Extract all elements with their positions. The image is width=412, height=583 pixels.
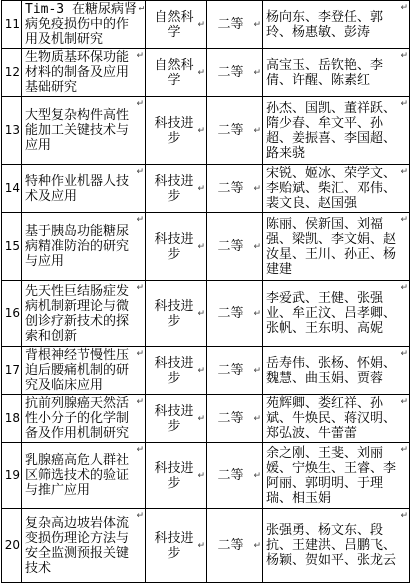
- project-name-cell: [22, 1, 146, 49]
- paragraph-mark-icon: ↵: [400, 397, 408, 407]
- paragraph-mark-icon: ↵: [253, 183, 261, 194]
- paragraph-mark-icon: ↵: [136, 215, 144, 225]
- winner-names: 陈丽、侯新国、刘福强、梁凯、李文娟、赵汝星、王川、孙正、杨建建: [266, 216, 397, 277]
- paragraph-mark-icon: ↵: [136, 283, 144, 293]
- paragraph-mark-icon: ↵: [400, 349, 408, 359]
- award-level: 二等: [217, 538, 244, 553]
- awards-table-body: [2, 1, 410, 583]
- winner-names: 岳寿伟、张杨、怀娟、魏慧、曲玉娟、贾蓉: [266, 355, 397, 386]
- table-row: [2, 49, 410, 97]
- project-name: 背根神经节慢性压迫后腰痛机制的研究及临床应用: [25, 348, 130, 393]
- project-name-cell: [22, 49, 146, 97]
- paragraph-mark-icon: ↵: [197, 19, 205, 30]
- row-number: 16: [4, 306, 20, 320]
- project-name-cell: [22, 395, 146, 443]
- row-number-cell: [2, 165, 22, 213]
- project-name: 大型复杂构件高性能加工关键技术与应用: [25, 108, 130, 153]
- project-name-cell: [22, 97, 146, 165]
- project-name: 特种作业机器人技术及应用: [25, 173, 130, 204]
- paragraph-mark-icon: ↵: [197, 125, 205, 136]
- table-row: [2, 395, 410, 443]
- paragraph-mark-icon: ↵: [400, 445, 408, 455]
- award-category: 科技进步: [154, 173, 194, 204]
- paragraph-mark-icon: ↵: [400, 283, 408, 293]
- paragraph-mark-icon: ↵: [400, 3, 408, 13]
- award-category: 科技进步: [154, 298, 194, 329]
- winner-names: 孙杰、国凯、董祥跃、隋少春、牟文平、孙超、姜振喜、李国超、路来骁: [266, 100, 397, 161]
- award-category-cell: [146, 509, 207, 583]
- row-number: 14: [4, 181, 20, 195]
- winner-names-cell: [263, 281, 410, 347]
- paragraph-mark-icon: ↵: [253, 540, 261, 551]
- row-number-cell: [2, 443, 22, 509]
- winner-names-cell: [263, 49, 410, 97]
- paragraph-mark-icon: ↵: [197, 470, 205, 481]
- row-number: 15: [4, 239, 20, 253]
- paragraph-mark-icon: ↵: [138, 3, 144, 13]
- row-number: 19: [4, 468, 20, 482]
- project-name: 乳腺癌高危人群社区筛选技术的验证与推广应用: [25, 453, 130, 498]
- award-level-cell: [207, 443, 263, 509]
- awards-table: [1, 0, 410, 583]
- project-name: Tim-3 在糖尿病肾病免疫损伤中的作用及机制研究: [25, 2, 137, 47]
- paragraph-mark-icon: ↵: [197, 365, 205, 376]
- table-row: [2, 165, 410, 213]
- award-category: 自然科学: [154, 57, 194, 88]
- project-name: 复杂高边坡岩体流变损伤理论方法与安全监测预报关键技术: [25, 515, 130, 576]
- paragraph-mark-icon: ↵: [197, 183, 205, 194]
- table-row: [2, 213, 410, 281]
- award-level-cell: [207, 165, 263, 213]
- paragraph-mark-icon: ↵: [197, 540, 205, 551]
- row-number: 11: [4, 17, 20, 31]
- winner-names: 苑辉卿、娄红祥、孙斌、牛焕民、蒋汉明、郑弘波、牛蕾蕾: [266, 396, 397, 441]
- winner-names-cell: [263, 165, 410, 213]
- paragraph-mark-icon: ↵: [253, 413, 261, 424]
- project-name-cell: [22, 165, 146, 213]
- paragraph-mark-icon: ↵: [136, 445, 144, 455]
- award-category-cell: [146, 443, 207, 509]
- project-name: 基于胰岛功能糖尿病精准防治的研究与应用: [25, 224, 130, 269]
- row-number-cell: [2, 347, 22, 395]
- paragraph-mark-icon: ↵: [136, 51, 144, 61]
- award-category-cell: [146, 97, 207, 165]
- project-name: 先天性巨结肠症发病机制新理论与微创诊疗新技术的探索和创新: [25, 283, 130, 344]
- row-number: 12: [4, 65, 20, 79]
- award-category-cell: [146, 165, 207, 213]
- row-number: 17: [4, 363, 20, 377]
- award-level: 二等: [217, 123, 244, 138]
- award-category-cell: [146, 395, 207, 443]
- paragraph-mark-icon: ↵: [400, 99, 408, 109]
- winner-names-cell: [263, 213, 410, 281]
- award-level-cell: [207, 281, 263, 347]
- paragraph-mark-icon: ↵: [253, 241, 261, 252]
- paragraph-mark-icon: ↵: [253, 67, 261, 78]
- winner-names: 高宝玉、岳钦艳、李倩、许醒、陈素红: [266, 57, 384, 88]
- project-name-cell: [22, 213, 146, 281]
- project-name-cell: [22, 347, 146, 395]
- row-number-cell: [2, 213, 22, 281]
- award-category-cell: [146, 49, 207, 97]
- paragraph-mark-icon: ↵: [253, 470, 261, 481]
- award-category-cell: [146, 1, 207, 49]
- table-row: [2, 1, 410, 49]
- winner-names: 宋锐、姬冰、荣学文、李贻斌、柴汇、邓伟、裴文良、赵国强: [266, 166, 397, 211]
- paragraph-mark-icon: ↵: [136, 511, 144, 521]
- paragraph-mark-icon: ↵: [400, 51, 408, 61]
- paragraph-mark-icon: ↵: [400, 167, 408, 177]
- award-level: 二等: [217, 411, 244, 426]
- award-level: 二等: [217, 363, 244, 378]
- winner-names: 杨向东、李登任、郭玲、杨惠敏、彭涛: [266, 9, 384, 40]
- award-category: 科技进步: [154, 530, 194, 561]
- row-number-cell: [2, 1, 22, 49]
- award-category: 科技进步: [154, 403, 194, 434]
- table-row: [2, 443, 410, 509]
- paragraph-mark-icon: ↵: [197, 308, 205, 319]
- award-category: 科技进步: [154, 231, 194, 262]
- project-name-cell: [22, 281, 146, 347]
- winner-names-cell: [263, 1, 410, 49]
- paragraph-mark-icon: ↵: [197, 413, 205, 424]
- project-name-cell: [22, 509, 146, 583]
- winner-names: 余之刚、王斐、刘丽媛、宁焕生、王睿、李阿丽、郭明明、于理瑞、相玉娟: [266, 445, 397, 506]
- paragraph-mark-icon: ↵: [253, 308, 261, 319]
- row-number: 13: [4, 123, 20, 137]
- award-category-cell: [146, 347, 207, 395]
- row-number-cell: [2, 395, 22, 443]
- table-row: [2, 347, 410, 395]
- award-level: 二等: [217, 239, 244, 254]
- award-category-cell: [146, 281, 207, 347]
- row-number: 20: [4, 538, 20, 552]
- row-number-cell: [2, 97, 22, 165]
- winner-names-cell: [263, 97, 410, 165]
- award-level-cell: [207, 509, 263, 583]
- paragraph-mark-icon: ↵: [400, 511, 408, 521]
- winner-names: 张强勇、杨文东、段抗、王建洪、吕鹏飞、杨颖、贺如平、张龙云: [266, 523, 397, 568]
- winner-names: 李爱武、王健、张强业、牟正汶、吕孝卿、张帆、王东明、高妮: [266, 291, 397, 336]
- award-level: 二等: [217, 468, 244, 483]
- winner-names-cell: [263, 395, 410, 443]
- table-row: [2, 509, 410, 583]
- award-level: 二等: [217, 17, 244, 32]
- paragraph-mark-icon: ↵: [136, 349, 144, 359]
- award-level: 二等: [217, 181, 244, 196]
- award-category: 科技进步: [154, 355, 194, 386]
- award-level-cell: [207, 1, 263, 49]
- project-name-cell: [22, 443, 146, 509]
- winner-names-cell: [263, 509, 410, 583]
- paragraph-mark-icon: ↵: [136, 99, 144, 109]
- award-level-cell: [207, 213, 263, 281]
- winner-names-cell: [263, 347, 410, 395]
- paragraph-mark-icon: ↵: [253, 365, 261, 376]
- award-category: 科技进步: [154, 460, 194, 491]
- paragraph-mark-icon: ↵: [197, 241, 205, 252]
- row-number: 18: [4, 411, 20, 425]
- row-number-cell: [2, 509, 22, 583]
- paragraph-mark-icon: ↵: [253, 19, 261, 30]
- project-name: 抗前列腺癌天然活性小分子的化学制备及作用机制研究: [25, 396, 130, 441]
- award-category: 科技进步: [154, 115, 194, 146]
- paragraph-mark-icon: ↵: [136, 397, 144, 407]
- award-level-cell: [207, 395, 263, 443]
- award-level-cell: [207, 97, 263, 165]
- table-row: [2, 97, 410, 165]
- paragraph-mark-icon: ↵: [400, 215, 408, 225]
- award-category: 自然科学: [154, 9, 194, 40]
- project-name: 生物质基环保功能材料的制备及应用基础研究: [25, 50, 130, 95]
- award-level-cell: [207, 49, 263, 97]
- winner-names-cell: [263, 443, 410, 509]
- paragraph-mark-icon: ↵: [136, 167, 144, 177]
- row-number-cell: [2, 281, 22, 347]
- paragraph-mark-icon: ↵: [253, 125, 261, 136]
- table-row: [2, 281, 410, 347]
- award-level-cell: [207, 347, 263, 395]
- award-level: 二等: [217, 65, 244, 80]
- award-level: 二等: [217, 306, 244, 321]
- paragraph-mark-icon: ↵: [197, 67, 205, 78]
- row-number-cell: [2, 49, 22, 97]
- award-category-cell: [146, 213, 207, 281]
